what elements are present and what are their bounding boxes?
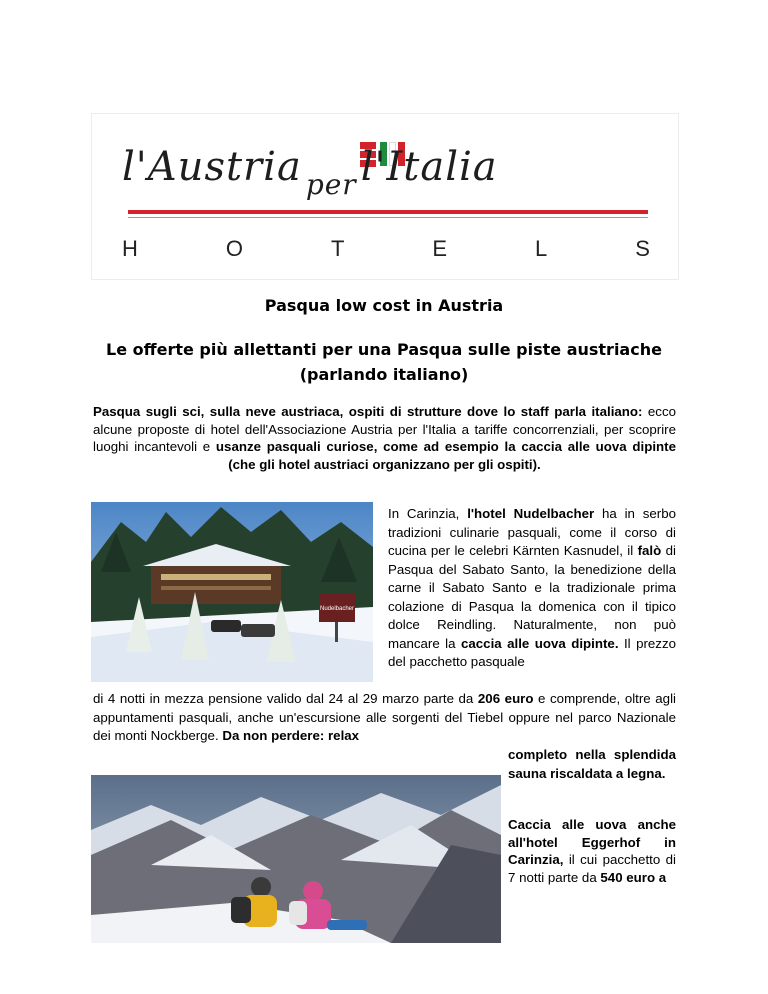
- logo-hotels-text: H O T E L S: [122, 236, 652, 261]
- page-subtitle: Le offerte più allettanti per una Pasqua sulle piste austriache (parlando italiano): [106, 340, 662, 384]
- nudelbacher-paragraph-end: completo nella splendida sauna riscaldata a legna.: [508, 747, 676, 781]
- eggerhof-paragraph: Caccia alle uova anche all'hotel Eggerhof in Carinzia, il cui pacchetto di 7 notti parte da 540 euro a: [508, 817, 676, 885]
- page-title: Pasqua low cost in Austria: [264, 296, 504, 315]
- logo-underline-thin: [128, 217, 648, 218]
- nudelbacher-paragraph-cont: di 4 notti in mezza pensione valido dal 24 al 29 marzo parte da 206 euro e comprende, oltre agli appuntamenti pasquali, anche un'escursione alle sorgenti del Tiebel oppure nel parco Nazionale dei monti Nockberge. Da non perdere: relax: [93, 691, 676, 743]
- intro-paragraph: Pasqua sugli sci, sulla neve austriaca, ospiti di strutture dove lo staff parla italiano: ecco alcune proposte di hotel dell'Associazione Austria per l'Italia a tariffe concorrenziali, per scoprire luoghi incantevoli e usanze pasquali curiose, come ad esempio la caccia alle uova dipinte (che gli hotel austriaci organizzano per gli ospiti).: [93, 404, 677, 472]
- hotel-sign-text: Nudelbacher: [319, 606, 355, 612]
- hotel-nudelbacher-photo: [91, 502, 373, 682]
- logo-wordmark: l'Austria $_{per}$ l'Italia: [122, 144, 498, 201]
- skiers-mountain-photo: [91, 775, 501, 943]
- logo-underline: [128, 210, 648, 214]
- hotel-association-logo: [91, 113, 679, 280]
- nudelbacher-paragraph: In Carinzia, l'hotel Nudelbacher ha in serbo tradizioni culinarie pasquali, come il corso di cucina per le celebri Kärnten Kasnudel, il falò di Pasqua del Sabato Santo, la benedizione della carne il Sabato Santo e la tradizionale prima colazione di Pasqua la domenica con il tipico dolce Reindling. Naturalmente, non può mancare la caccia alle uova dipinte. Il prezzo del pacchetto pasquale: [388, 506, 677, 669]
